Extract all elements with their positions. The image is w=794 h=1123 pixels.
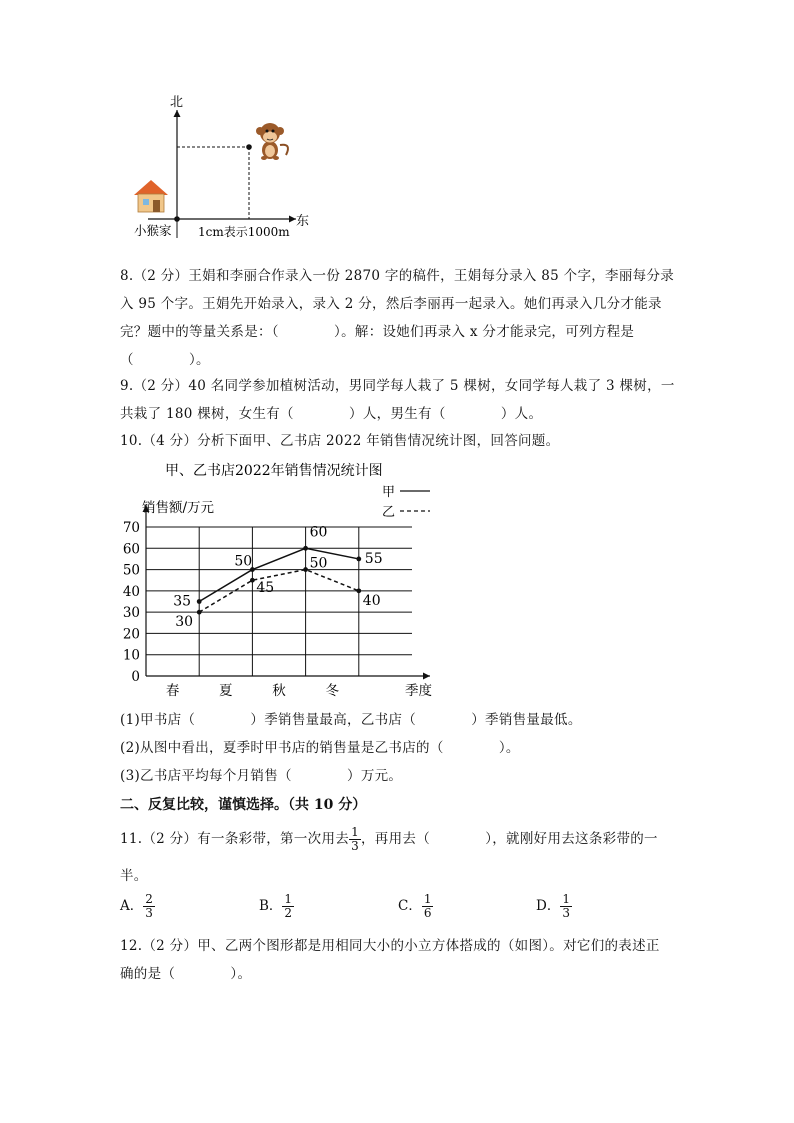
q9-line-2: 共栽了 180 棵树，女生有（ ）人，男生有（ ）人。	[120, 406, 543, 422]
q10-line-1: 10.（4 分）分析下面甲、乙书店 2022 年销售情况统计图，回答问题。	[120, 433, 560, 449]
data-point	[250, 578, 255, 583]
question-9	[120, 372, 680, 428]
y-tick-label: 20	[122, 626, 140, 643]
section-2-title: 二、反复比较，谨慎选择。（共 10 分）	[120, 797, 367, 813]
x-tick-label: 春	[165, 683, 180, 699]
q10-sub-1: (1)甲书店（ ）季销售量最高，乙书店（ ）季销售量最低。	[120, 712, 582, 728]
monkey-point	[246, 144, 252, 150]
q8-line-1: 8.（2 分）王娟和李丽合作录入一份 2870 字的稿件，王娟每分录入 85 个字，李丽每分录	[120, 268, 675, 284]
sales-line-chart	[110, 455, 450, 705]
data-label: 40	[362, 592, 381, 609]
chart-ylabel: 销售额/万元	[142, 500, 215, 516]
data-label: 45	[256, 580, 275, 597]
q10-sub-2: (2)从图中看出，夏季时甲书店的销售量是乙书店的（ ）。	[120, 740, 520, 756]
question-12	[120, 932, 680, 988]
monkey-icon	[256, 123, 288, 160]
east-label: 东	[296, 214, 310, 229]
data-point	[356, 557, 361, 562]
y-tick-label: 10	[122, 647, 140, 664]
north-label: 北	[170, 95, 184, 110]
data-label: 55	[364, 550, 383, 567]
data-label: 60	[309, 524, 328, 541]
option-c[interactable]: C． $\frac{1}{6}$	[398, 892, 432, 920]
y-tick-label: 70	[122, 520, 140, 536]
x-tick-label: 冬	[325, 683, 339, 699]
q9-line-1: 9.（2 分）40 名同学参加植树活动，男同学每人栽了 5 棵树，女同学每人栽了 3 棵树，一	[120, 378, 675, 394]
q12-line-1: 12.（2 分）甲、乙两个图形都是用相同大小的小立方体搭成的（如图）。对它们的表述正	[120, 938, 660, 954]
data-label: 30	[175, 614, 194, 631]
q8-line-3: 完？题中的等量关系是：（ ）。解：设她们再录入 x 分才能录完，可列方程是	[120, 324, 635, 340]
option-d[interactable]: D． $\frac{1}{3}$	[536, 892, 570, 920]
legend-jia-label: 甲	[382, 485, 396, 500]
data-label: 50	[234, 553, 253, 570]
x-tick-label: 夏	[219, 683, 233, 699]
q12-line-2: 确的是（ ）。	[120, 966, 252, 982]
legend-yi-label: 乙	[382, 505, 396, 520]
q11-fraction: $\frac{1}{3}$	[351, 825, 359, 853]
q8-line-4: （ ）。	[120, 352, 210, 368]
y-tick-label: 0	[131, 669, 140, 685]
q11-text-b: ，再用去（ ），就刚好用去这条彩带的一	[361, 831, 658, 847]
house-icon	[134, 180, 168, 212]
q10-subquestions	[120, 706, 680, 790]
question-10	[120, 427, 680, 455]
data-point	[303, 546, 308, 551]
scale-label: 1cm表示1000m	[198, 225, 290, 239]
series-line-jia	[199, 548, 359, 601]
data-point	[197, 610, 202, 615]
y-tick-label: 60	[122, 541, 140, 558]
q10-sub-3: (3)乙书店平均每个月销售（ ）万元。	[120, 768, 403, 784]
data-point	[303, 567, 308, 572]
q11-text-a: 11.（2 分）有一条彩带，第一次用去	[120, 831, 350, 847]
y-tick-label: 40	[122, 583, 140, 600]
option-b[interactable]: B． $\frac{1}{2}$	[259, 892, 293, 920]
data-label: 50	[309, 555, 328, 572]
data-point	[356, 588, 361, 593]
map-figure	[128, 92, 318, 242]
y-tick-label: 50	[122, 562, 140, 579]
home-point	[174, 216, 180, 222]
home-label: 小猴家	[134, 223, 172, 238]
question-8	[120, 262, 680, 374]
chart-legend	[382, 485, 430, 520]
data-point	[197, 599, 202, 604]
chart-title: 甲、乙书店2022年销售情况统计图	[165, 463, 383, 479]
x-tick-label: 秋	[272, 683, 286, 699]
question-11	[120, 826, 680, 853]
chart-xlabel: 季度	[405, 683, 432, 699]
y-tick-label: 30	[122, 605, 140, 622]
q11-line-2: 半。	[120, 868, 148, 884]
data-label: 35	[173, 593, 192, 610]
option-a[interactable]: A． $\frac{2}{3}$	[120, 892, 153, 920]
q8-line-2: 入 95 个字。王娟先开始录入，录入 2 分，然后李丽再一起录入。她们再录入几分才能录	[120, 296, 662, 312]
